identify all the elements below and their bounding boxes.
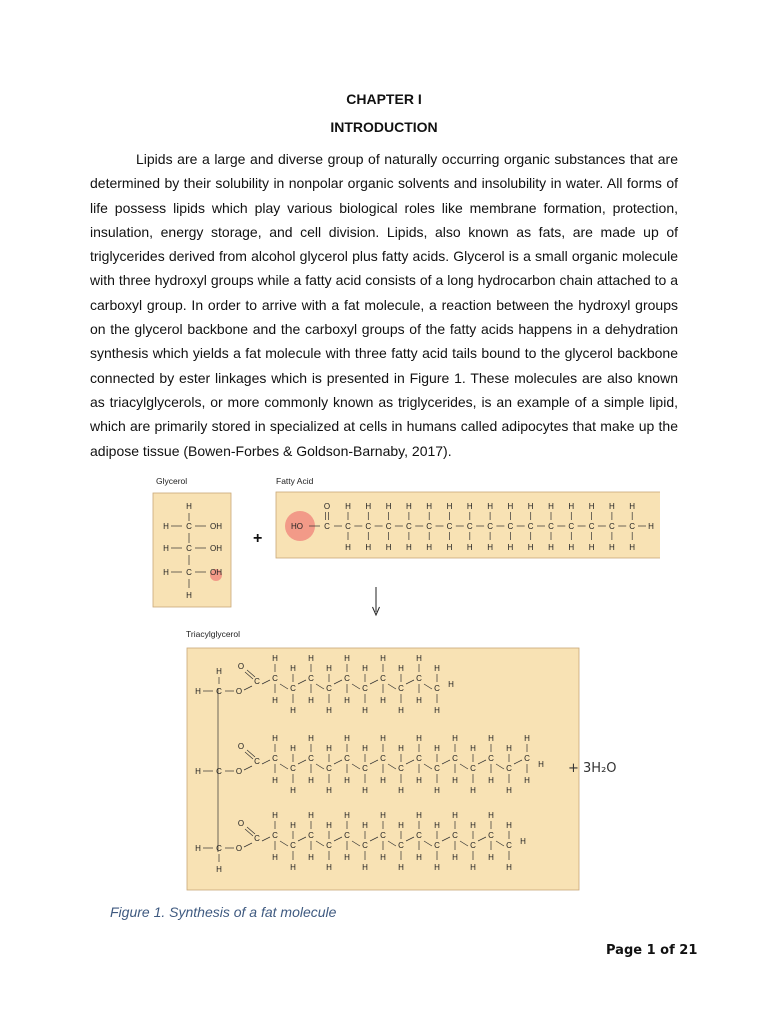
body-paragraph: Lipids are a large and diverse group of naturally occurring organic substances that are determined by their solubility in nonpolar organic solvents and insolubility in water. All forms of life possess lipids which play various biological roles like membrane formation, protection, insulation, energy storage, and cell division. Lipids, also known as fats, are made up of triglycerides derived from alcohol glycerol plus fatty acids. Glycerol is a small organic molecule with three hydroxyl groups while a fatty acid consists of a long hydrocarbon chain attached to a carboxyl group. In order to arrive with a fat molecule, a reaction between the hydroxyl groups on the glycerol backbone and the carboxyl groups of the fatty acids happens in a dehydration synthesis which yields a fat molecule with three fatty acid tails bound to the glycerol backbone connected by ester linkages which is presented in Figure 1. These molecules are also known as triacylglycerols, or more commonly known as triglycerides, is an example of a simple lipid, which are primarily stored in specialized at cells in humans called adipocytes that make up the adipose tissue (Bowen-Forbes & Goldson-Barnaby, 2017). bbox=[90, 151, 678, 459]
svg-text:H: H bbox=[163, 522, 169, 531]
svg-text:C: C bbox=[398, 841, 404, 850]
svg-text:H: H bbox=[290, 786, 296, 795]
svg-text:H: H bbox=[326, 863, 332, 872]
svg-text:H: H bbox=[406, 502, 412, 511]
svg-text:H: H bbox=[548, 502, 554, 511]
svg-text:H: H bbox=[362, 744, 368, 753]
svg-text:C: C bbox=[416, 754, 422, 763]
svg-text:H: H bbox=[344, 696, 350, 705]
svg-text:C: C bbox=[488, 754, 494, 763]
svg-text:O: O bbox=[235, 767, 243, 776]
svg-text:H: H bbox=[385, 502, 392, 511]
svg-text:C: C bbox=[398, 684, 404, 693]
svg-text:H: H bbox=[470, 786, 476, 795]
svg-text:C: C bbox=[380, 674, 386, 683]
svg-text:C: C bbox=[308, 831, 314, 840]
svg-text:H: H bbox=[308, 811, 314, 820]
svg-text:H: H bbox=[629, 502, 636, 511]
svg-text:H: H bbox=[380, 696, 386, 705]
svg-text:C: C bbox=[452, 831, 458, 840]
svg-text:H: H bbox=[629, 543, 636, 552]
svg-text:H: H bbox=[362, 786, 368, 795]
svg-text:H: H bbox=[506, 786, 512, 795]
svg-text:H: H bbox=[326, 706, 332, 715]
svg-text:OH: OH bbox=[210, 544, 222, 553]
svg-text:H: H bbox=[538, 760, 544, 769]
svg-text:C: C bbox=[216, 687, 222, 696]
svg-text:H: H bbox=[380, 734, 386, 743]
svg-text:H: H bbox=[416, 654, 422, 663]
svg-text:H: H bbox=[362, 664, 368, 673]
svg-text:C: C bbox=[487, 522, 493, 531]
svg-text:C: C bbox=[216, 844, 222, 853]
svg-text:H: H bbox=[452, 734, 458, 743]
svg-text:O: O bbox=[237, 662, 245, 671]
svg-text:C: C bbox=[466, 522, 473, 531]
svg-text:H: H bbox=[448, 680, 454, 689]
svg-text:H: H bbox=[470, 744, 476, 753]
svg-text:H: H bbox=[452, 811, 458, 820]
svg-text:H: H bbox=[426, 543, 433, 552]
svg-text:C: C bbox=[380, 831, 386, 840]
svg-text:C: C bbox=[186, 522, 192, 531]
svg-text:C: C bbox=[416, 831, 422, 840]
svg-text:C: C bbox=[446, 522, 453, 531]
svg-text:H: H bbox=[195, 767, 201, 776]
svg-text:H: H bbox=[398, 706, 404, 715]
svg-text:C: C bbox=[362, 764, 368, 773]
svg-text:C: C bbox=[434, 764, 440, 773]
svg-text:H: H bbox=[272, 734, 278, 743]
svg-text:C: C bbox=[362, 684, 368, 693]
svg-text:C: C bbox=[426, 522, 433, 531]
svg-text:C: C bbox=[365, 522, 372, 531]
svg-text:HO: HO bbox=[291, 522, 303, 531]
svg-text:C: C bbox=[254, 834, 260, 843]
svg-text:H: H bbox=[434, 786, 440, 795]
svg-text:C: C bbox=[290, 684, 296, 693]
svg-text:C: C bbox=[398, 764, 404, 773]
svg-text:H: H bbox=[406, 543, 412, 552]
svg-text:H: H bbox=[524, 776, 530, 785]
svg-text:H: H bbox=[507, 543, 514, 552]
svg-text:H: H bbox=[466, 543, 473, 552]
svg-text:H: H bbox=[398, 786, 404, 795]
svg-text:H: H bbox=[290, 821, 296, 830]
svg-text:H: H bbox=[488, 811, 494, 820]
svg-text:H: H bbox=[416, 734, 422, 743]
svg-text:C: C bbox=[609, 522, 615, 531]
svg-text:H: H bbox=[362, 863, 368, 872]
svg-text:H: H bbox=[609, 543, 615, 552]
svg-text:C: C bbox=[470, 841, 476, 850]
svg-text:H: H bbox=[290, 863, 296, 872]
svg-text:C: C bbox=[272, 831, 278, 840]
svg-text:H: H bbox=[272, 776, 278, 785]
svg-text:H: H bbox=[609, 502, 615, 511]
water-byproduct-note: + 3H₂O bbox=[568, 761, 617, 776]
svg-text:C: C bbox=[452, 754, 458, 763]
svg-text:O: O bbox=[235, 687, 243, 696]
svg-text:C: C bbox=[380, 754, 386, 763]
svg-text:H: H bbox=[290, 706, 296, 715]
svg-text:H: H bbox=[345, 543, 351, 552]
svg-text:C: C bbox=[186, 568, 192, 577]
svg-text:H: H bbox=[446, 502, 453, 511]
svg-text:H: H bbox=[527, 502, 534, 511]
svg-text:C: C bbox=[506, 841, 512, 850]
svg-text:H: H bbox=[186, 502, 192, 511]
svg-text:C: C bbox=[324, 522, 330, 531]
svg-text:H: H bbox=[548, 543, 554, 552]
svg-text:C: C bbox=[326, 764, 332, 773]
svg-text:H: H bbox=[380, 654, 386, 663]
svg-text:H: H bbox=[524, 734, 530, 743]
svg-text:H: H bbox=[568, 502, 575, 511]
svg-text:H: H bbox=[434, 863, 440, 872]
svg-text:H: H bbox=[272, 654, 278, 663]
fatty-acid-label: Fatty Acid bbox=[276, 476, 314, 486]
svg-text:H: H bbox=[362, 821, 368, 830]
svg-text:C: C bbox=[254, 677, 260, 686]
svg-text:C: C bbox=[506, 764, 512, 773]
svg-text:C: C bbox=[588, 522, 595, 531]
svg-text:H: H bbox=[308, 734, 314, 743]
svg-text:H: H bbox=[452, 776, 458, 785]
page-number: Page 1 of 21 bbox=[606, 943, 698, 958]
svg-text:C: C bbox=[326, 841, 332, 850]
svg-text:H: H bbox=[470, 821, 476, 830]
chapter-heading: CHAPTER I bbox=[346, 91, 422, 107]
svg-text:H: H bbox=[290, 664, 296, 673]
svg-text:H: H bbox=[488, 853, 494, 862]
svg-text:O: O bbox=[237, 742, 245, 751]
reaction-arrow bbox=[373, 587, 380, 615]
svg-text:OH: OH bbox=[210, 568, 222, 577]
svg-text:H: H bbox=[385, 543, 392, 552]
svg-text:C: C bbox=[524, 754, 530, 763]
svg-text:C: C bbox=[326, 684, 332, 693]
svg-text:C: C bbox=[406, 522, 412, 531]
svg-text:H: H bbox=[216, 667, 222, 676]
svg-text:H: H bbox=[487, 502, 493, 511]
svg-text:H: H bbox=[308, 776, 314, 785]
svg-text:H: H bbox=[398, 821, 404, 830]
svg-text:H: H bbox=[506, 863, 512, 872]
svg-text:H: H bbox=[308, 696, 314, 705]
svg-text:H: H bbox=[380, 811, 386, 820]
svg-text:C: C bbox=[434, 841, 440, 850]
svg-text:H: H bbox=[466, 502, 473, 511]
svg-text:O: O bbox=[323, 502, 331, 511]
svg-text:H: H bbox=[507, 502, 514, 511]
svg-text:C: C bbox=[385, 522, 392, 531]
svg-text:H: H bbox=[568, 543, 575, 552]
svg-text:C: C bbox=[308, 754, 314, 763]
svg-text:C: C bbox=[568, 522, 575, 531]
svg-text:H: H bbox=[308, 654, 314, 663]
svg-text:H: H bbox=[344, 734, 350, 743]
svg-text:H: H bbox=[195, 844, 201, 853]
triacylglycerol-label: Triacylglycerol bbox=[186, 629, 241, 639]
svg-text:C: C bbox=[272, 674, 278, 683]
svg-text:C: C bbox=[344, 754, 350, 763]
svg-text:H: H bbox=[416, 853, 422, 862]
svg-text:C: C bbox=[254, 757, 260, 766]
svg-text:C: C bbox=[629, 522, 636, 531]
svg-text:C: C bbox=[548, 522, 554, 531]
svg-text:H: H bbox=[434, 744, 440, 753]
svg-text:H: H bbox=[380, 776, 386, 785]
svg-text:C: C bbox=[186, 544, 192, 553]
svg-text:H: H bbox=[520, 837, 526, 846]
svg-text:H: H bbox=[344, 853, 350, 862]
svg-text:O: O bbox=[237, 819, 245, 828]
svg-text:C: C bbox=[344, 674, 350, 683]
svg-text:H: H bbox=[308, 853, 314, 862]
svg-text:H: H bbox=[648, 522, 654, 531]
svg-text:C: C bbox=[290, 841, 296, 850]
svg-text:H: H bbox=[380, 853, 386, 862]
plus-sign: + bbox=[253, 530, 263, 547]
svg-text:H: H bbox=[186, 591, 192, 600]
svg-text:C: C bbox=[308, 674, 314, 683]
svg-text:H: H bbox=[163, 568, 169, 577]
svg-text:H: H bbox=[362, 706, 368, 715]
svg-text:H: H bbox=[416, 776, 422, 785]
svg-text:H: H bbox=[487, 543, 493, 552]
svg-text:H: H bbox=[326, 664, 332, 673]
svg-text:H: H bbox=[365, 543, 372, 552]
svg-text:H: H bbox=[290, 744, 296, 753]
svg-text:H: H bbox=[195, 687, 201, 696]
svg-text:C: C bbox=[290, 764, 296, 773]
svg-text:H: H bbox=[416, 811, 422, 820]
figure-synthesis-of-fat bbox=[140, 470, 660, 910]
svg-text:H: H bbox=[344, 776, 350, 785]
svg-text:H: H bbox=[588, 502, 595, 511]
svg-text:H: H bbox=[434, 664, 440, 673]
figure-caption: Figure 1. Synthesis of a fat molecule bbox=[110, 904, 337, 920]
svg-text:H: H bbox=[398, 664, 404, 673]
glycerol-label: Glycerol bbox=[156, 476, 188, 486]
svg-text:C: C bbox=[362, 841, 368, 850]
svg-text:H: H bbox=[365, 502, 372, 511]
svg-text:H: H bbox=[426, 502, 433, 511]
svg-text:H: H bbox=[506, 744, 512, 753]
svg-text:O: O bbox=[235, 844, 243, 853]
svg-text:H: H bbox=[434, 821, 440, 830]
svg-text:H: H bbox=[272, 853, 278, 862]
svg-text:H: H bbox=[326, 744, 332, 753]
svg-text:C: C bbox=[434, 684, 440, 693]
svg-text:H: H bbox=[452, 853, 458, 862]
svg-text:C: C bbox=[507, 522, 514, 531]
svg-text:H: H bbox=[416, 696, 422, 705]
svg-text:C: C bbox=[527, 522, 534, 531]
svg-text:H: H bbox=[588, 543, 595, 552]
svg-text:C: C bbox=[345, 522, 351, 531]
svg-text:H: H bbox=[488, 776, 494, 785]
svg-text:H: H bbox=[216, 865, 222, 874]
svg-text:H: H bbox=[398, 744, 404, 753]
svg-text:H: H bbox=[344, 654, 350, 663]
svg-text:H: H bbox=[398, 863, 404, 872]
svg-text:H: H bbox=[326, 821, 332, 830]
svg-text:H: H bbox=[272, 696, 278, 705]
section-title: INTRODUCTION bbox=[330, 119, 438, 135]
svg-text:H: H bbox=[527, 543, 534, 552]
svg-text:H: H bbox=[345, 502, 351, 511]
svg-text:H: H bbox=[163, 544, 169, 553]
svg-text:H: H bbox=[272, 811, 278, 820]
svg-text:OH: OH bbox=[210, 522, 222, 531]
svg-text:C: C bbox=[488, 831, 494, 840]
svg-text:C: C bbox=[470, 764, 476, 773]
svg-text:H: H bbox=[326, 786, 332, 795]
svg-text:H: H bbox=[434, 706, 440, 715]
svg-text:C: C bbox=[416, 674, 422, 683]
svg-text:H: H bbox=[344, 811, 350, 820]
svg-text:H: H bbox=[488, 734, 494, 743]
svg-text:H: H bbox=[506, 821, 512, 830]
svg-text:C: C bbox=[216, 767, 222, 776]
svg-text:C: C bbox=[344, 831, 350, 840]
svg-text:C: C bbox=[272, 754, 278, 763]
svg-text:H: H bbox=[446, 543, 453, 552]
svg-text:H: H bbox=[470, 863, 476, 872]
